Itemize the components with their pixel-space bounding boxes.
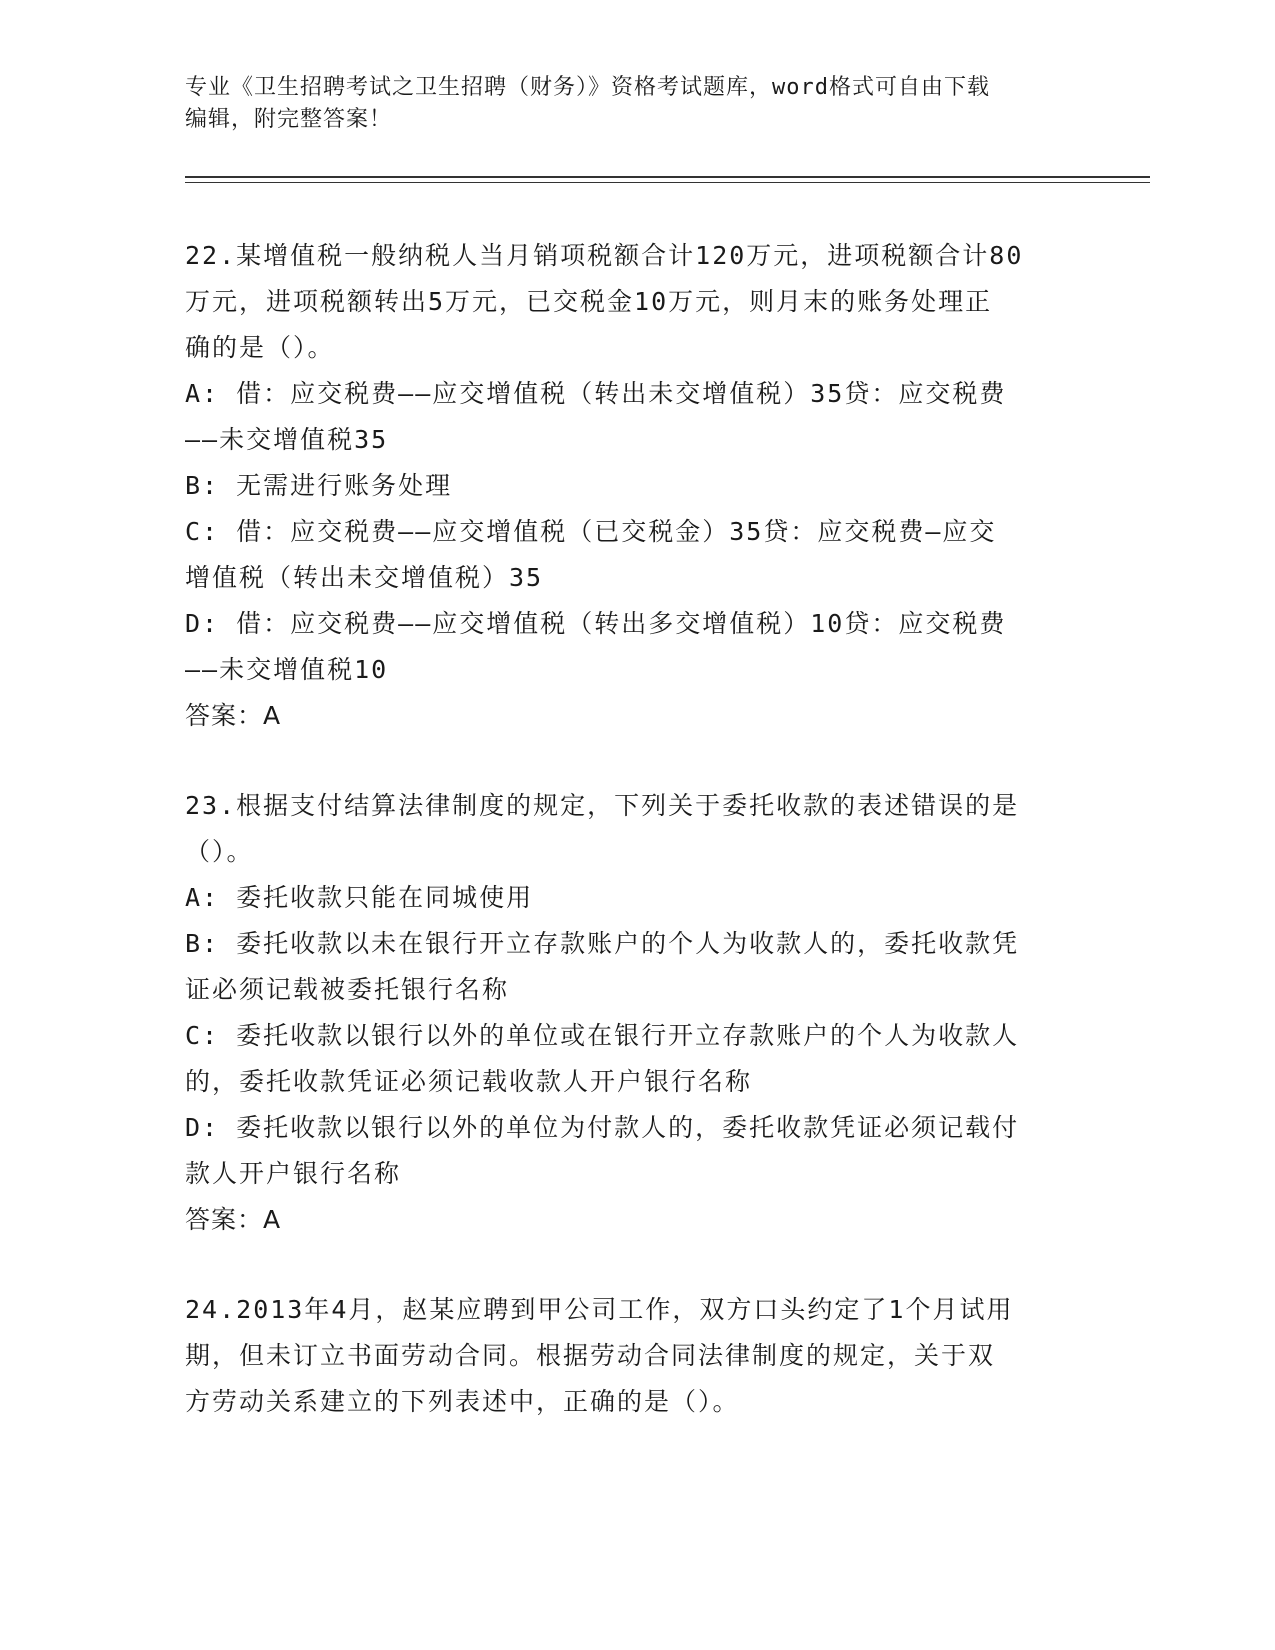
option-b: B: 无需进行账务处理 xyxy=(185,471,453,500)
option-c-cont: 的，委托收款凭证必须记载收款人开户银行名称 xyxy=(185,1067,753,1096)
answer-label: 答案：A xyxy=(185,701,282,730)
option-c-cont: 增值税（转出未交增值税）35 xyxy=(185,563,544,592)
header-line-2: 编辑，附完整答案！ xyxy=(185,107,393,132)
header-line-1: 专业《卫生招聘考试之卫生招聘（财务）》资格考试题库，word格式可自由下载 xyxy=(185,75,990,100)
question-stem-line: 22.某增值税一般纳税人当月销项税额合计120万元，进项税额合计80 xyxy=(185,241,1024,270)
question-stem-line: 期，但未订立书面劳动合同。根据劳动合同法律制度的规定，关于双 xyxy=(185,1341,996,1370)
question-stem-line: （）。 xyxy=(185,837,254,866)
header-divider xyxy=(185,176,1150,178)
option-c: C: 委托收款以银行以外的单位或在银行开立存款账户的个人为收款人 xyxy=(185,1021,1020,1050)
option-d: D: 借：应交税费——应交增值税（转出多交增值税）10贷：应交税费 xyxy=(185,609,1007,638)
option-d-cont: ——未交增值税10 xyxy=(185,655,389,684)
option-a: A: 委托收款只能在同城使用 xyxy=(185,883,534,912)
option-b-cont: 证必须记载被委托银行名称 xyxy=(185,975,510,1004)
option-c: C: 借：应交税费——应交增值税（已交税金）35贷：应交税费—应交 xyxy=(185,517,997,546)
option-d: D: 委托收款以银行以外的单位为付款人的，委托收款凭证必须记载付 xyxy=(185,1113,1020,1142)
question-stem-line: 确的是（）。 xyxy=(185,333,335,362)
question-22 xyxy=(185,233,1085,739)
question-stem-line: 万元，进项税额转出5万元，已交税金10万元，则月末的账务处理正 xyxy=(185,287,993,316)
question-stem-line: 方劳动关系建立的下列表述中，正确的是（）。 xyxy=(185,1387,740,1416)
document-header xyxy=(185,72,1065,136)
option-a-cont: ——未交增值税35 xyxy=(185,425,389,454)
option-a: A: 借：应交税费——应交增值税（转出未交增值税）35贷：应交税费 xyxy=(185,379,1007,408)
question-23 xyxy=(185,783,1085,1243)
question-24 xyxy=(185,1287,1085,1425)
question-stem-line: 24.2013年4月，赵某应聘到甲公司工作，双方口头约定了1个月试用 xyxy=(185,1295,1014,1324)
question-list xyxy=(185,233,1085,1469)
answer-label: 答案：A xyxy=(185,1205,282,1234)
header-divider-thin xyxy=(185,182,1150,183)
option-d-cont: 款人开户银行名称 xyxy=(185,1159,402,1188)
question-stem-line: 23.根据支付结算法律制度的规定，下列关于委托收款的表述错误的是 xyxy=(185,791,1020,820)
option-b: B: 委托收款以未在银行开立存款账户的个人为收款人的，委托收款凭 xyxy=(185,929,1020,958)
